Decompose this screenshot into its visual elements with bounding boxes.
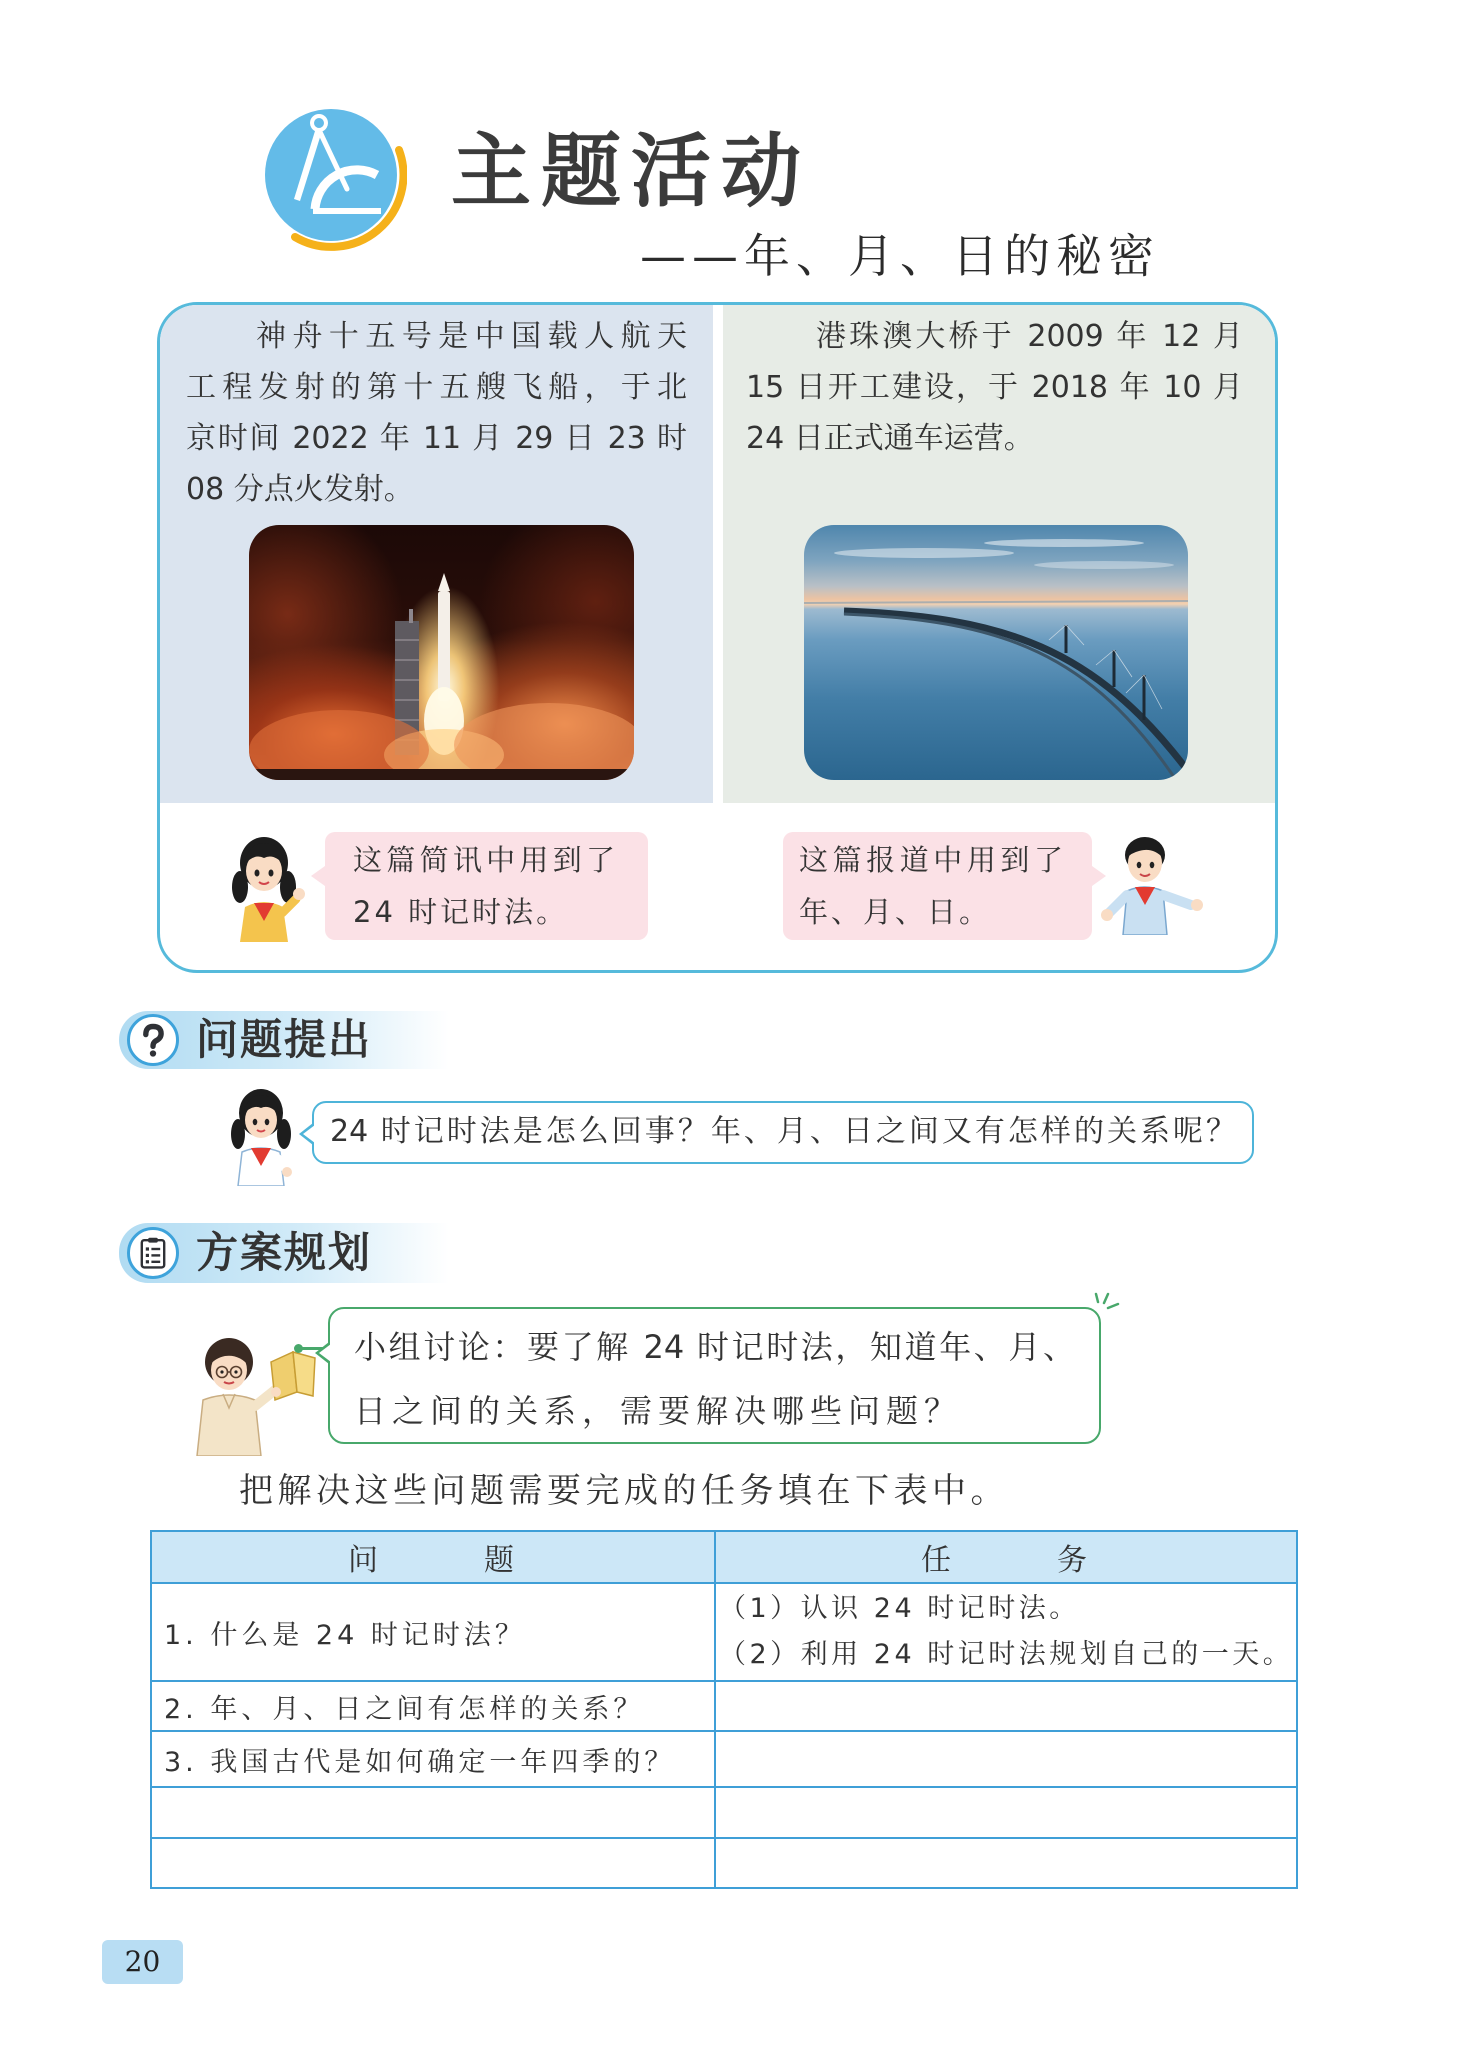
- page-number: 20: [102, 1940, 183, 1984]
- text-line: 08 分点火发射。: [186, 472, 414, 507]
- task-cell: [715, 1838, 1297, 1888]
- bridge-news-text: [746, 311, 1243, 464]
- task-cell: [715, 1787, 1297, 1838]
- header-task: 任 务: [715, 1531, 1297, 1583]
- table-row: [151, 1731, 1297, 1787]
- task-table: [150, 1530, 1298, 1889]
- speech-bubble-24-hour: [325, 832, 648, 940]
- text-line: 工程发射的第十五艘飞船，于北: [186, 370, 687, 405]
- bubble-line: 小组讨论：要了解 24 时记时法，知道年、月、: [354, 1328, 1075, 1366]
- table-row: [151, 1583, 1297, 1681]
- task-cell: [715, 1731, 1297, 1787]
- section-header-question: [119, 1011, 449, 1069]
- shenzhou-news-text: [186, 311, 687, 515]
- page-subtitle: ——年、月、日的秘密: [640, 229, 1160, 283]
- task-line: （1）认识 24 时记时法。: [719, 1593, 1080, 1624]
- task-line: （2）利用 24 时记时法规划自己的一天。: [719, 1639, 1294, 1670]
- girl-illustration: [226, 1086, 302, 1186]
- compass-protractor-icon: [259, 103, 407, 253]
- bridge-photo: [804, 525, 1188, 780]
- task-cell: [715, 1583, 1297, 1681]
- bubble-line: 这篇报道中用到了: [799, 843, 1066, 877]
- header-problem: 问 题: [151, 1531, 715, 1583]
- question-mark-icon: [127, 1014, 179, 1066]
- sparkle-icon: [1094, 1290, 1120, 1316]
- bubble-line: 日之间的关系，需要解决哪些问题？: [354, 1392, 963, 1430]
- text-line: 京时间 2022 年 11 月 29 日 23 时: [186, 421, 687, 456]
- section-title: 方案规划: [196, 1228, 373, 1277]
- text-line: 神舟十五号是中国载人航天: [256, 319, 687, 354]
- problem-cell: 2. 年、月、日之间有怎样的关系？: [151, 1681, 715, 1731]
- checklist-icon: [127, 1227, 179, 1279]
- page-title: 主题活动: [451, 125, 811, 218]
- boy-illustration: [1099, 833, 1210, 935]
- discussion-bubble: [328, 1307, 1101, 1444]
- table-row: [151, 1787, 1297, 1838]
- section-header-plan: [119, 1223, 449, 1283]
- table-row: [151, 1681, 1297, 1731]
- table-instruction: 把解决这些问题需要完成的任务填在下表中。: [239, 1471, 1009, 1511]
- problem-cell: [151, 1838, 715, 1888]
- problem-cell: [151, 1787, 715, 1838]
- table-row: [151, 1838, 1297, 1888]
- problem-cell: 1. 什么是 24 时记时法？: [151, 1583, 715, 1681]
- task-cell: [715, 1681, 1297, 1731]
- bubble-line: 年、月、日。: [799, 895, 992, 929]
- problem-cell: 3. 我国古代是如何确定一年四季的？: [151, 1731, 715, 1787]
- speech-bubble-year-month-day: [783, 832, 1092, 940]
- bubble-line: 24 时记时法。: [353, 895, 569, 929]
- section-title: 问题提出: [196, 1015, 373, 1064]
- rocket-launch-photo: [249, 525, 634, 780]
- table-header-row: [151, 1531, 1297, 1583]
- girl-illustration: [226, 833, 312, 942]
- text-line: 15 日开工建设，于 2018 年 10 月: [746, 370, 1243, 405]
- text-line: 港珠澳大桥于 2009 年 12 月: [816, 319, 1243, 354]
- bubble-line: 这篇简讯中用到了: [353, 843, 618, 877]
- text-line: 24 日正式通车运营。: [746, 421, 1034, 456]
- intro-card: [157, 302, 1278, 973]
- question-bubble: 24 时记时法是怎么回事？年、月、日之间又有怎样的关系呢？: [312, 1101, 1254, 1164]
